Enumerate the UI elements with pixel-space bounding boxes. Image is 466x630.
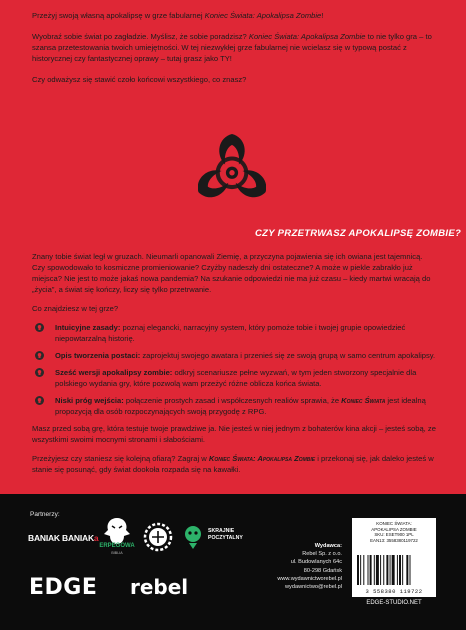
publisher-info xyxy=(262,542,342,591)
edge-studio-link[interactable]: EDGE-STUDIO.NET xyxy=(366,600,422,606)
game-title: Koniec Świata: Apokalipsa Zombie xyxy=(208,454,316,463)
erpegowa-logo-subtitle: BIBLIA xyxy=(111,551,123,555)
barcode-bar xyxy=(357,555,359,585)
zombie-bullet-icon xyxy=(35,396,44,405)
skrajnie-poczytalny-icon[interactable] xyxy=(182,524,204,550)
barcode-bar xyxy=(410,555,411,585)
barcode-bar xyxy=(363,555,364,585)
feature-item xyxy=(32,367,436,389)
product-line: EAN13: 3558380119722 xyxy=(370,537,418,543)
body-text: Przeżyjesz czy staniesz się kolejną ofiarą? Zagraj w xyxy=(32,454,209,463)
feature-text: zaprojektuj swojego awatara i przenieś się ze swoją grupą w samo centrum apokalipsy. xyxy=(140,351,436,360)
baniak-logo-accent: a xyxy=(93,533,99,543)
body-paragraph-3: Masz przed sobą grę, która testuje twoje prawdziwe ja. Nie jesteś w niej jednym z bohaterów kina akcji – jesteś sobą, ze wszystkimi swoimi mocnymi stronami i słabościami. xyxy=(32,424,436,444)
zombie-bullet-icon xyxy=(35,323,44,332)
product-info-box xyxy=(352,518,436,552)
barcode-bar xyxy=(380,555,381,585)
slogan-headline: CZY PRZETRWASZ APOKALIPSĘ ZOMBIE? xyxy=(255,228,462,239)
footer xyxy=(0,494,466,630)
barcode-bar xyxy=(402,555,403,585)
zombie-bullet-icon xyxy=(35,368,44,377)
publisher-email[interactable]: wydawnictwo@rebel.pl xyxy=(285,584,342,591)
game-title: Koniec Świata: Apokalipsa Zombie xyxy=(248,32,366,41)
intro-text: Przeżyj swoją własną apokalipsę w grze fabularnej xyxy=(32,11,205,20)
body-paragraph-4 xyxy=(32,453,436,475)
baniak-logo[interactable] xyxy=(28,533,98,543)
intro-paragraph-1 xyxy=(32,10,436,21)
intro-text: ! xyxy=(321,11,324,20)
feature-item xyxy=(32,322,436,344)
barcode-bar xyxy=(370,555,372,585)
barcode-bar xyxy=(397,555,398,585)
publisher-website[interactable]: www.wydawnictworebel.pl xyxy=(277,575,342,582)
skrajnie-poczytalny-text: SKRAJNIE POCZYTALNY xyxy=(208,528,243,541)
barcode-bar xyxy=(392,555,395,585)
description xyxy=(32,251,436,483)
partners-label: Partnerzy: xyxy=(30,511,60,518)
game-title: Koniec Świata: Apokalipsa Zombie xyxy=(204,11,322,20)
publisher-line: Rebel Sp. z o.o. xyxy=(302,551,342,558)
body-paragraph-1: Znany tobie świat legł w gruzach. Nieumarli opanowali Ziemię, a przyczyna pojawienia się ich owiana jest tajemnicą. Czy spowodowało to kosmiczne promieniowanie? Czyżby nadeszły dni ostateczne? A może w piekle zabrakło już miejsca? Nie jest to może jakaś nowa pandemia? Na szukanie odpowiedzi nie ma już czasu – kiedy martwi wracają do „życia”, a świat się kończy, liczy się tylko przetrwanie. xyxy=(32,252,431,294)
game-title: Koniec Świata xyxy=(341,396,386,405)
feature-item xyxy=(32,395,436,417)
feature-list xyxy=(32,322,436,417)
feature-text: odkryj scenariusze pełne wyzwań, w tym jeden stworzony specjalnie dla polskiego wydania gry, które pozwolą wam przeżyć różne oblicza końca świata. xyxy=(55,368,417,388)
intro-text: Wyobraź sobie świat po zagładzie. Myślisz, że sobie poradzisz? xyxy=(32,32,249,41)
barcode-bars xyxy=(357,555,431,585)
barcode-bar xyxy=(374,555,375,585)
feature-text: połączenie prostych zasad i współczesnych realiów sprawia, że xyxy=(123,396,342,405)
biohazard-icon xyxy=(198,134,266,202)
barcode-number: 3 558380 119722 xyxy=(365,588,423,595)
barcode-bar xyxy=(390,555,391,585)
feature-item xyxy=(32,350,436,361)
product-line: APOKALIPSA ZOMBIE xyxy=(371,526,417,532)
zombie-bullet-icon xyxy=(35,351,44,360)
intro-paragraph-2 xyxy=(32,31,436,64)
barcode-bar xyxy=(383,555,384,585)
feature-title: Intuicyjne zasady: xyxy=(55,323,121,332)
barcode-bar xyxy=(386,555,388,585)
publisher-line: 80-298 Gdańsk xyxy=(303,567,342,574)
publisher-title: Wydawca: xyxy=(314,543,342,549)
feature-title: Sześć wersji apokalipsy zombie: xyxy=(55,368,173,377)
barcode-bar xyxy=(360,555,361,585)
barcode-bar xyxy=(399,555,401,585)
rebel-logo[interactable]: rebel xyxy=(130,575,189,599)
feature-text: poznaj elegancki, narracyjny system, który pomoże tobie i twojej grupie opowiedzieć niepowtarzalną historię. xyxy=(55,323,406,343)
publisher-line: ul. Budowlanych 64c xyxy=(290,559,342,566)
barcode-bar xyxy=(376,555,379,585)
feature-text: jest idealną propozycją dla osób rozpoczynających swoją przygodę z RPG. xyxy=(55,396,426,416)
product-line: KONIEC ŚWIATA: xyxy=(376,521,412,526)
product-line: SKU: ESET900 1PL xyxy=(374,532,414,538)
intro-paragraph-3: Czy odważysz się stawić czoło końcowi wszystkiego, co znasz? xyxy=(32,75,247,84)
barcode-bar xyxy=(406,555,408,585)
feature-title: Opis tworzenia postaci: xyxy=(55,351,141,360)
barcode xyxy=(352,551,436,597)
baniak-logo-text: BANIAK xyxy=(62,533,94,543)
baniak-logo-text: BANIAK xyxy=(28,533,60,543)
intro xyxy=(32,10,436,95)
barcode-bar xyxy=(368,555,369,585)
body-paragraph-2: Co znajdziesz w tej grze? xyxy=(32,304,119,313)
edge-logo[interactable]: EDGE xyxy=(29,575,98,600)
intro-text: to nie tylko gra – to szansa przetestowania twoich umiejętności. W tej niezwykłej grze fabularnej nie wcielasz się w typową postać z historycznej czy fantastycznej oprawy – tutaj grasz jako TY! xyxy=(32,32,432,63)
erpegowa-logo-text: ERPEGOWA xyxy=(99,543,135,549)
body-text: i przekonaj się, jak daleko jesteś w stanie się posunąć, gdy świat dookoła rozpada się na kawałki. xyxy=(32,454,434,474)
feature-title: Niski próg wejścia: xyxy=(55,396,124,405)
dice-wheel-logo-icon[interactable] xyxy=(143,522,173,552)
